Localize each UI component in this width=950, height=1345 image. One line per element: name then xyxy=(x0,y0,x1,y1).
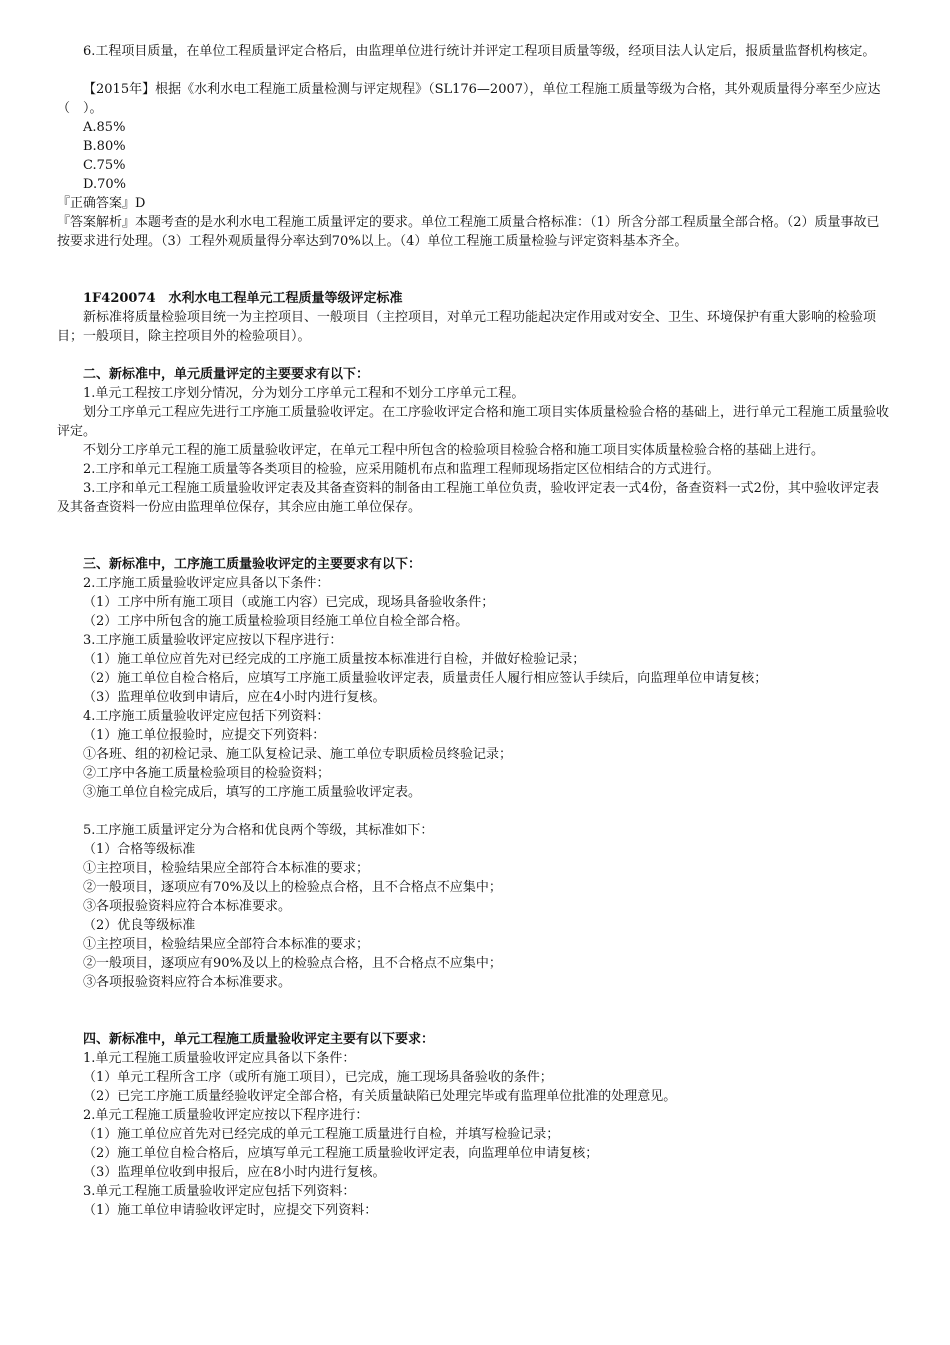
section-4-line: 3.单元工程施工质量验收评定应包括下列资料： xyxy=(83,1184,356,1199)
section-4-line: （1）施工单位申请验收评定时，应提交下列资料： xyxy=(83,1203,378,1218)
section-4-line: （2）已完工序施工质量经验收评定全部合格，有关质量缺陷已处理完毕或有监理单位批准的处理意见。 xyxy=(83,1089,677,1104)
section-2-line: 划分工序单元工程应先进行工序施工质量验收评定。在工序验收评定合格和施工项目实体质量检验合格的基础上，进行单元工程施工质量验收评定。 xyxy=(57,405,890,439)
section-4-line: 1.单元工程施工质量验收评定应具备以下条件： xyxy=(83,1051,356,1066)
section-3b-line: ③各项报验资料应符合本标准要求。 xyxy=(83,975,292,990)
paragraph-project-quality: 6.工程项目质量，在单位工程质量评定合格后，由监理单位进行统计并评定工程项目质量等级，经项目法人认定后，报质量监督机构核定。 xyxy=(83,44,876,59)
section-3-line: （1）工序中所有施工项目（或施工内容）已完成，现场具备验收条件； xyxy=(83,595,495,610)
heading-section-3: 三、新标准中，工序施工质量验收评定的主要要求有以下： xyxy=(83,557,422,572)
section-3b-line: ③各项报验资料应符合本标准要求。 xyxy=(83,899,292,914)
section-3-line: 4.工序施工质量验收评定应包括下列资料： xyxy=(83,709,330,724)
section-3-line: （1）施工单位应首先对已经完成的工序施工质量按本标准进行自检，并做好检验记录； xyxy=(83,652,586,667)
section-2-line: 1.单元工程按工序划分情况，分为划分工序单元工程和不划分工序单元工程。 xyxy=(83,386,525,401)
section-3-line: （2）施工单位自检合格后，应填写工序施工质量验收评定表，质量责任人履行相应签认手续后，向监理单位申请复核； xyxy=(83,671,768,686)
section-2-line: 3.工序和单元工程施工质量验收评定表及其备查资料的制备由工程施工单位负责，验收评定表一式4份，备查资料一式2份，其中验收评定表及其备查资料一份应由监理单位保存，其余应由施工单位保存。 xyxy=(57,481,879,515)
section-3-line: ①各班、组的初检记录、施工队复检记录、施工单位专职质检员终验记录； xyxy=(83,747,513,762)
section-2-line: 不划分工序单元工程的施工质量验收评定，在单元工程中所包含的检验项目检验合格和施工项目实体质量检验合格的基础上进行。 xyxy=(83,443,825,458)
section-3b-line: ②一般项目，逐项应有70%及以上的检验点合格，且不合格点不应集中； xyxy=(83,880,502,895)
section-3b-line: 5.工序施工质量评定分为合格和优良两个等级，其标准如下： xyxy=(83,823,434,838)
option-d: D.70% xyxy=(83,177,126,192)
section-3-line: 3.工序施工质量验收评定应按以下程序进行： xyxy=(83,633,343,648)
section-title: 1F420074 水利水电工程单元工程质量等级评定标准 xyxy=(83,291,403,306)
section-3-line: （1）施工单位报验时，应提交下列资料： xyxy=(83,728,326,743)
section-4-line: （1）施工单位应首先对已经完成的单元工程施工质量进行自检，并填写检验记录； xyxy=(83,1127,560,1142)
option-b: B.80% xyxy=(83,139,126,154)
section-3-line: ③施工单位自检完成后，填写的工序施工质量验收评定表。 xyxy=(83,785,422,800)
answer-analysis: 『答案解析』本题考查的是水利水电工程施工质量评定的要求。单位工程施工质量合格标准：（1）所含分部工程质量全部合格。（2）质量事故已按要求进行处理。（3）工程外观质量得分率达到70%以上。（4）单位工程施工质量检验与评定资料基本齐全。 xyxy=(57,215,880,249)
question-stem: 【2015年】根据《水利水电工程施工质量检测与评定规程》（SL176—2007），单位工程施工质量等级为合格，其外观质量得分率至少应达（ ）。 xyxy=(57,82,881,116)
section-3b-line: （2）优良等级标准 xyxy=(83,918,196,933)
section-3b-line: ①主控项目，检验结果应全部符合本标准的要求； xyxy=(83,861,370,876)
section-3b-line: ②一般项目，逐项应有90%及以上的检验点合格，且不合格点不应集中； xyxy=(83,956,502,971)
section-4-line: （2）施工单位自检合格后，应填写单元工程施工质量验收评定表，向监理单位申请复核； xyxy=(83,1146,599,1161)
section-4-line: 2.单元工程施工质量验收评定应按以下程序进行： xyxy=(83,1108,369,1123)
section-intro: 新标准将质量检验项目统一为主控项目、一般项目（主控项目，对单元工程功能起决定作用或对安全、卫生、环境保护有重大影响的检验项目；一般项目，除主控项目外的检验项目）。 xyxy=(57,310,877,344)
section-3-line: （3）监理单位收到申请后，应在4小时内进行复核。 xyxy=(83,690,386,705)
section-4-line: （3）监理单位收到申报后，应在8小时内进行复核。 xyxy=(83,1165,386,1180)
option-a: A.85% xyxy=(83,120,126,135)
section-3-line: 2.工序施工质量验收评定应具备以下条件： xyxy=(83,576,330,591)
section-3-line: （2）工序中所包含的施工质量检验项目经施工单位自检全部合格。 xyxy=(83,614,469,629)
correct-answer: 『正确答案』D xyxy=(57,196,146,211)
section-4-line: （1）单元工程所含工序（或所有施工项目），已完成，施工现场具备验收的条件； xyxy=(83,1070,553,1085)
section-3-line: ②工序中各施工质量检验项目的检验资料； xyxy=(83,766,331,781)
heading-section-4: 四、新标准中，单元工程施工质量验收评定主要有以下要求： xyxy=(83,1032,435,1047)
section-3b-line: （1）合格等级标准 xyxy=(83,842,196,857)
heading-section-2: 二、新标准中，单元质量评定的主要要求有以下： xyxy=(83,367,370,382)
section-3b-line: ①主控项目，检验结果应全部符合本标准的要求； xyxy=(83,937,370,952)
section-2-line: 2.工序和单元工程施工质量等各类项目的检验，应采用随机布点和监理工程师现场指定区位相结合的方式进行。 xyxy=(83,462,720,477)
option-c: C.75% xyxy=(83,158,126,173)
